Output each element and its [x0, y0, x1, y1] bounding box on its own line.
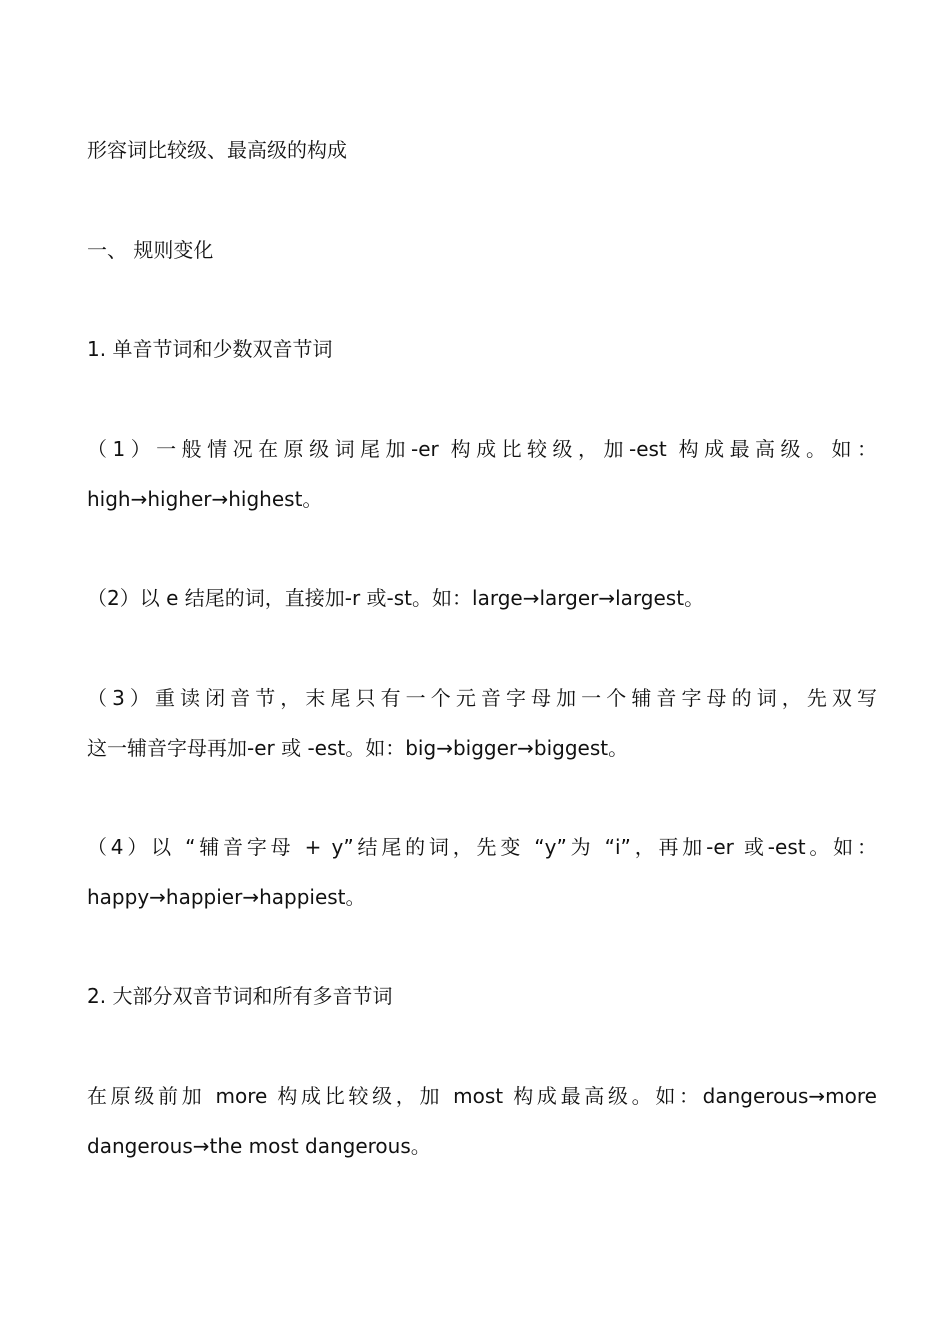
rule-3-line-1: （3）重读闭音节，末尾只有一个元音字母加一个辅音字母的词，先双写 [87, 686, 877, 710]
document-title: 形容词比较级、最高级的构成 [87, 138, 347, 162]
rule-3-line-2: 这一辅音字母再加-er 或 -est。如：big→bigger→biggest。 [87, 736, 629, 760]
section-heading-regular-changes: 一、 规则变化 [87, 238, 214, 262]
rule-5-line-2: dangerous→the most dangerous。 [87, 1134, 431, 1158]
rule-4-line-1: （4）以 “辅音字母 + y”结尾的词，先变 “y”为 “i”，再加-er 或-est。如： [87, 835, 877, 859]
rule-2-line-1: （2）以 e 结尾的词，直接加-r 或-st。如：large→larger→largest。 [87, 586, 705, 610]
rule-5-line-1: 在原级前加 more 构成比较级，加 most 构成最高级。如：dangerous→more [87, 1084, 877, 1108]
rule-1-line-1: （1）一般情况在原级词尾加-er 构成比较级，加-est 构成最高级。如： [87, 437, 877, 461]
subheading-monosyllabic: 1. 单音节词和少数双音节词 [87, 337, 333, 361]
rule-1-line-2: high→higher→highest。 [87, 487, 323, 511]
rule-4-line-2: happy→happier→happiest。 [87, 885, 366, 909]
subheading-polysyllabic: 2. 大部分双音节词和所有多音节词 [87, 984, 393, 1008]
